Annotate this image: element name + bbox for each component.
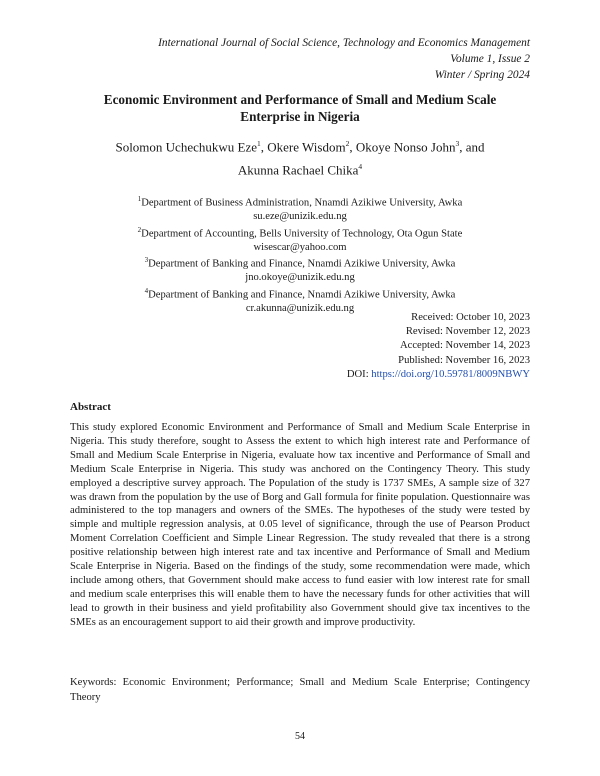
affiliation-department: $^1$Department of Business Administration, Nnamdi Azikiwe University, Awka bbox=[137, 195, 463, 209]
author-list: Solomon Uchechukwu Eze$^1$, Okere Wisdom$^2$, Okoye Nonso John$^3$, and Akunna Rachael Chika$^4$ bbox=[115, 139, 485, 178]
title-line-2: Enterprise in Nigeria bbox=[240, 109, 360, 124]
author-affiliation-marker: 4 bbox=[358, 162, 363, 172]
doi-line bbox=[347, 368, 530, 382]
affiliation-email: jno.okoye@unizik.edu.ng bbox=[245, 272, 355, 284]
revised-date: Revised: November 12, 2023 bbox=[405, 326, 530, 338]
affiliation-email: cr.akunna@unizik.edu.ng bbox=[245, 302, 355, 314]
affiliation-department: $^3$Department of Banking and Finance, Nnamdi Azikiwe University, Awka bbox=[144, 256, 456, 270]
paper-title bbox=[60, 91, 540, 125]
journal-name: International Journal of Social Science, Technology and Economics Management bbox=[158, 37, 530, 49]
doi-link[interactable]: https://doi.org/10.59781/8009NBWY bbox=[371, 368, 530, 380]
author-name: Akunna Rachael Chika bbox=[237, 162, 359, 178]
author-name: Okoye Nonso John bbox=[355, 139, 456, 155]
accepted-date: Accepted: November 14, 2023 bbox=[399, 340, 530, 352]
journal-volume-issue: Volume 1, Issue 2 bbox=[450, 53, 530, 65]
abstract-text: This study explored Economic Environment and Performance of Small and Medium Scale Enterprise in Nigeria. This study therefore, sought to Assess the extent to which high interest rate and Performance of Small and Medium Scale Enterprise in Nigeria, evaluate how tax incentive and Performance of Small and Medium Scale Enterprise in Nigeria. This study was anchored on the Contingency Theory. This study employed a descriptive survey approach. The Population of the study is 1737 SMEs, A sample size of 327 was drawn from the population by the use of Borg and Gall formula for finite population. Questionnaire was administered to the top managers and owners of the SMEs. The hypotheses of the study were tested by simple and multiple regression analysis, at 0.05 level of significance, through the use of Pearson Product Moment Correlation Coefficient and Simple Linear Regression. The study revealed that there is a strong positive relationship between high interest rate and tax incentive and Performance of Small and Medium Scale Enterprise in Nigeria. Based on the findings of the study, some recommendation were made, which include among others, that Government should make access to fund easier with low interest rate for small and medium scale enterprises this will enable them to have the necessary funds for other activities that will lead to growth in their business and yield profitability also Government should give tax incentives to the SMEs as an encouragement support to aid their growth and improve productivity. bbox=[70, 422, 530, 628]
affiliation-department: $^4$Department of Banking and Finance, Nnamdi Azikiwe University, Awka bbox=[144, 286, 456, 301]
affiliation-marker: 4 bbox=[144, 286, 149, 295]
affiliation-marker: 3 bbox=[144, 256, 149, 265]
author-affiliation-marker: 3 bbox=[455, 139, 460, 148]
author-affiliation-marker: 2 bbox=[345, 139, 350, 148]
journal-header bbox=[158, 35, 530, 83]
affiliations bbox=[60, 193, 540, 315]
page-number: 54 bbox=[295, 731, 305, 742]
abstract-heading: Abstract bbox=[70, 401, 111, 413]
affiliation-email: su.eze@unizik.edu.ng bbox=[253, 211, 347, 223]
doi-label: DOI: bbox=[346, 368, 372, 380]
author-affiliation-marker: 1 bbox=[257, 139, 261, 148]
received-date: Received: October 10, 2023 bbox=[411, 312, 530, 323]
affiliation-marker: 1 bbox=[137, 195, 142, 203]
affiliation-marker: 2 bbox=[137, 225, 142, 234]
author-conjunction: and bbox=[465, 139, 485, 155]
affiliation-department: $^2$Department of Accounting, Bells University of Technology, Ota Ogun State bbox=[137, 225, 463, 240]
title-line-1: Economic Environment and Performance of Small and Medium Scale bbox=[103, 92, 497, 107]
published-date: Published: November 16, 2023 bbox=[398, 354, 530, 366]
affiliation-email: wisescar@yahoo.com bbox=[253, 241, 347, 253]
keywords: Keywords: Economic Environment; Performance; Small and Medium Scale Enterprise; Contingency Theory bbox=[70, 677, 530, 703]
author-name: Solomon Uchechukwu Eze bbox=[115, 139, 257, 155]
publication-dates bbox=[347, 311, 530, 382]
author-name: Okere Wisdom bbox=[267, 139, 346, 155]
journal-season: Winter / Spring 2024 bbox=[434, 69, 530, 81]
